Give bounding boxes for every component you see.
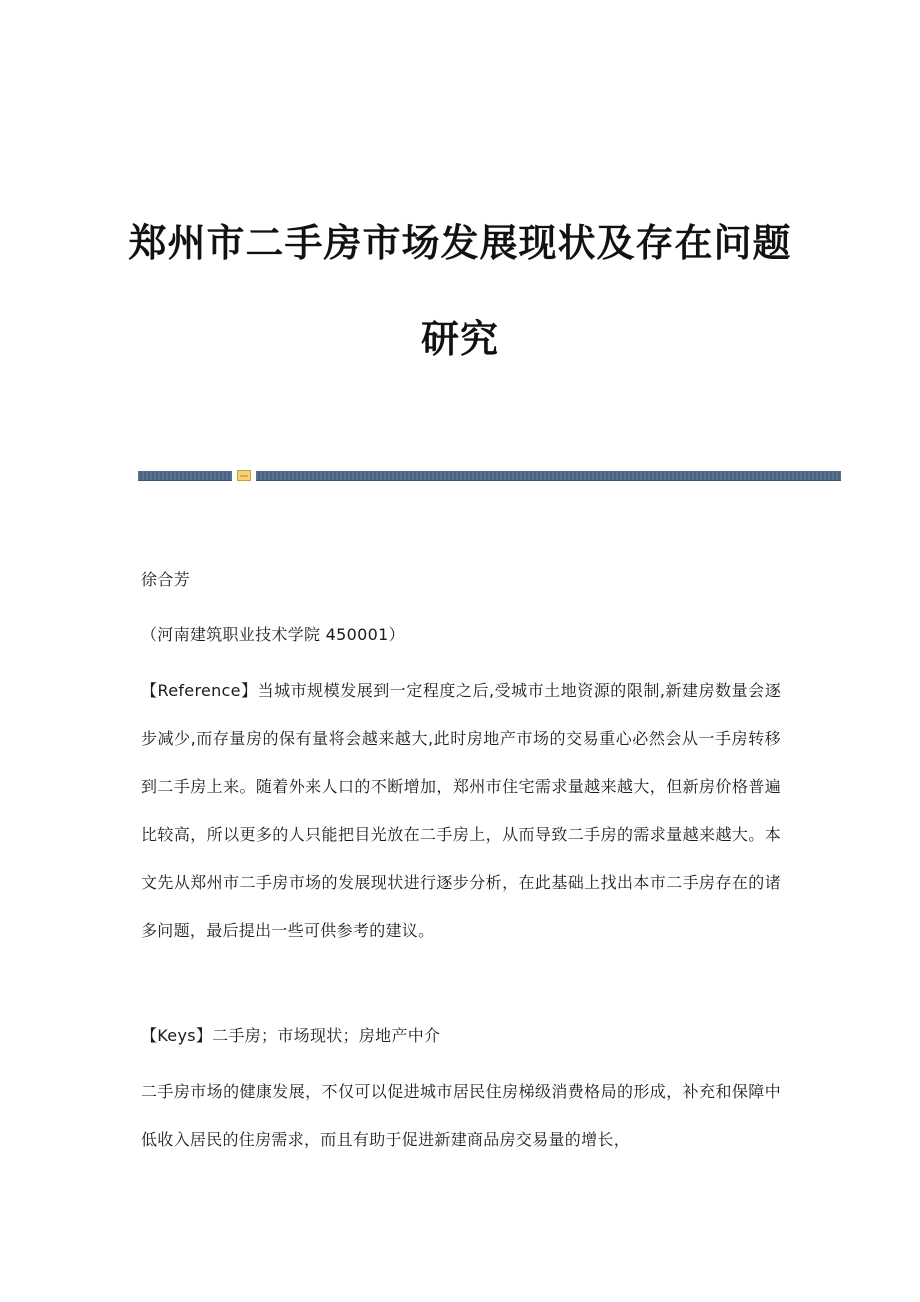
abstract-label: 【Reference】 [141,681,258,700]
divider-bar-left [138,471,232,481]
keywords-label: 【Keys】 [141,1026,213,1045]
author-affiliation: （河南建筑职业技术学院 450001） [141,625,405,644]
abstract-text: 当城市规模发展到一定程度之后,受城市土地资源的限制,新建房数量会逐步减少,而存量房的保有量将会越来越大,此时房地产市场的交易重心必然会从一手房转移到二手房上来。随着外来人口的不断增加，郑州市住宅需求量越来越大，但新房价格普遍比较高，所以更多的人只能把目光放在二手房上，从而导致二手房的需求量越来越大。本文先从郑州市二手房市场的发展现状进行逐步分析，在此基础上找出本市二手房存在的诸多问题，最后提出一些可供参考的建议。 [141,681,781,940]
paper-title-line-1: 郑州市二手房市场发展现状及存在问题 [128,221,792,265]
paper-title-line-2: 研究 [420,317,499,361]
keywords-text: 二手房；市场现状；房地产中介 [212,1026,441,1045]
author-name: 徐合芳 [141,570,190,589]
divider-bar-right [256,471,841,481]
body-paragraph: 二手房市场的健康发展，不仅可以促进城市居民住房梯级消费格局的形成，补充和保障中低收入居民的住房需求，而且有助于促进新建商品房交易量的增长， [141,1082,781,1149]
divider-ornament-icon [237,470,251,481]
abstract [141,667,781,955]
title-divider [138,471,841,481]
keywords [141,1012,781,1060]
